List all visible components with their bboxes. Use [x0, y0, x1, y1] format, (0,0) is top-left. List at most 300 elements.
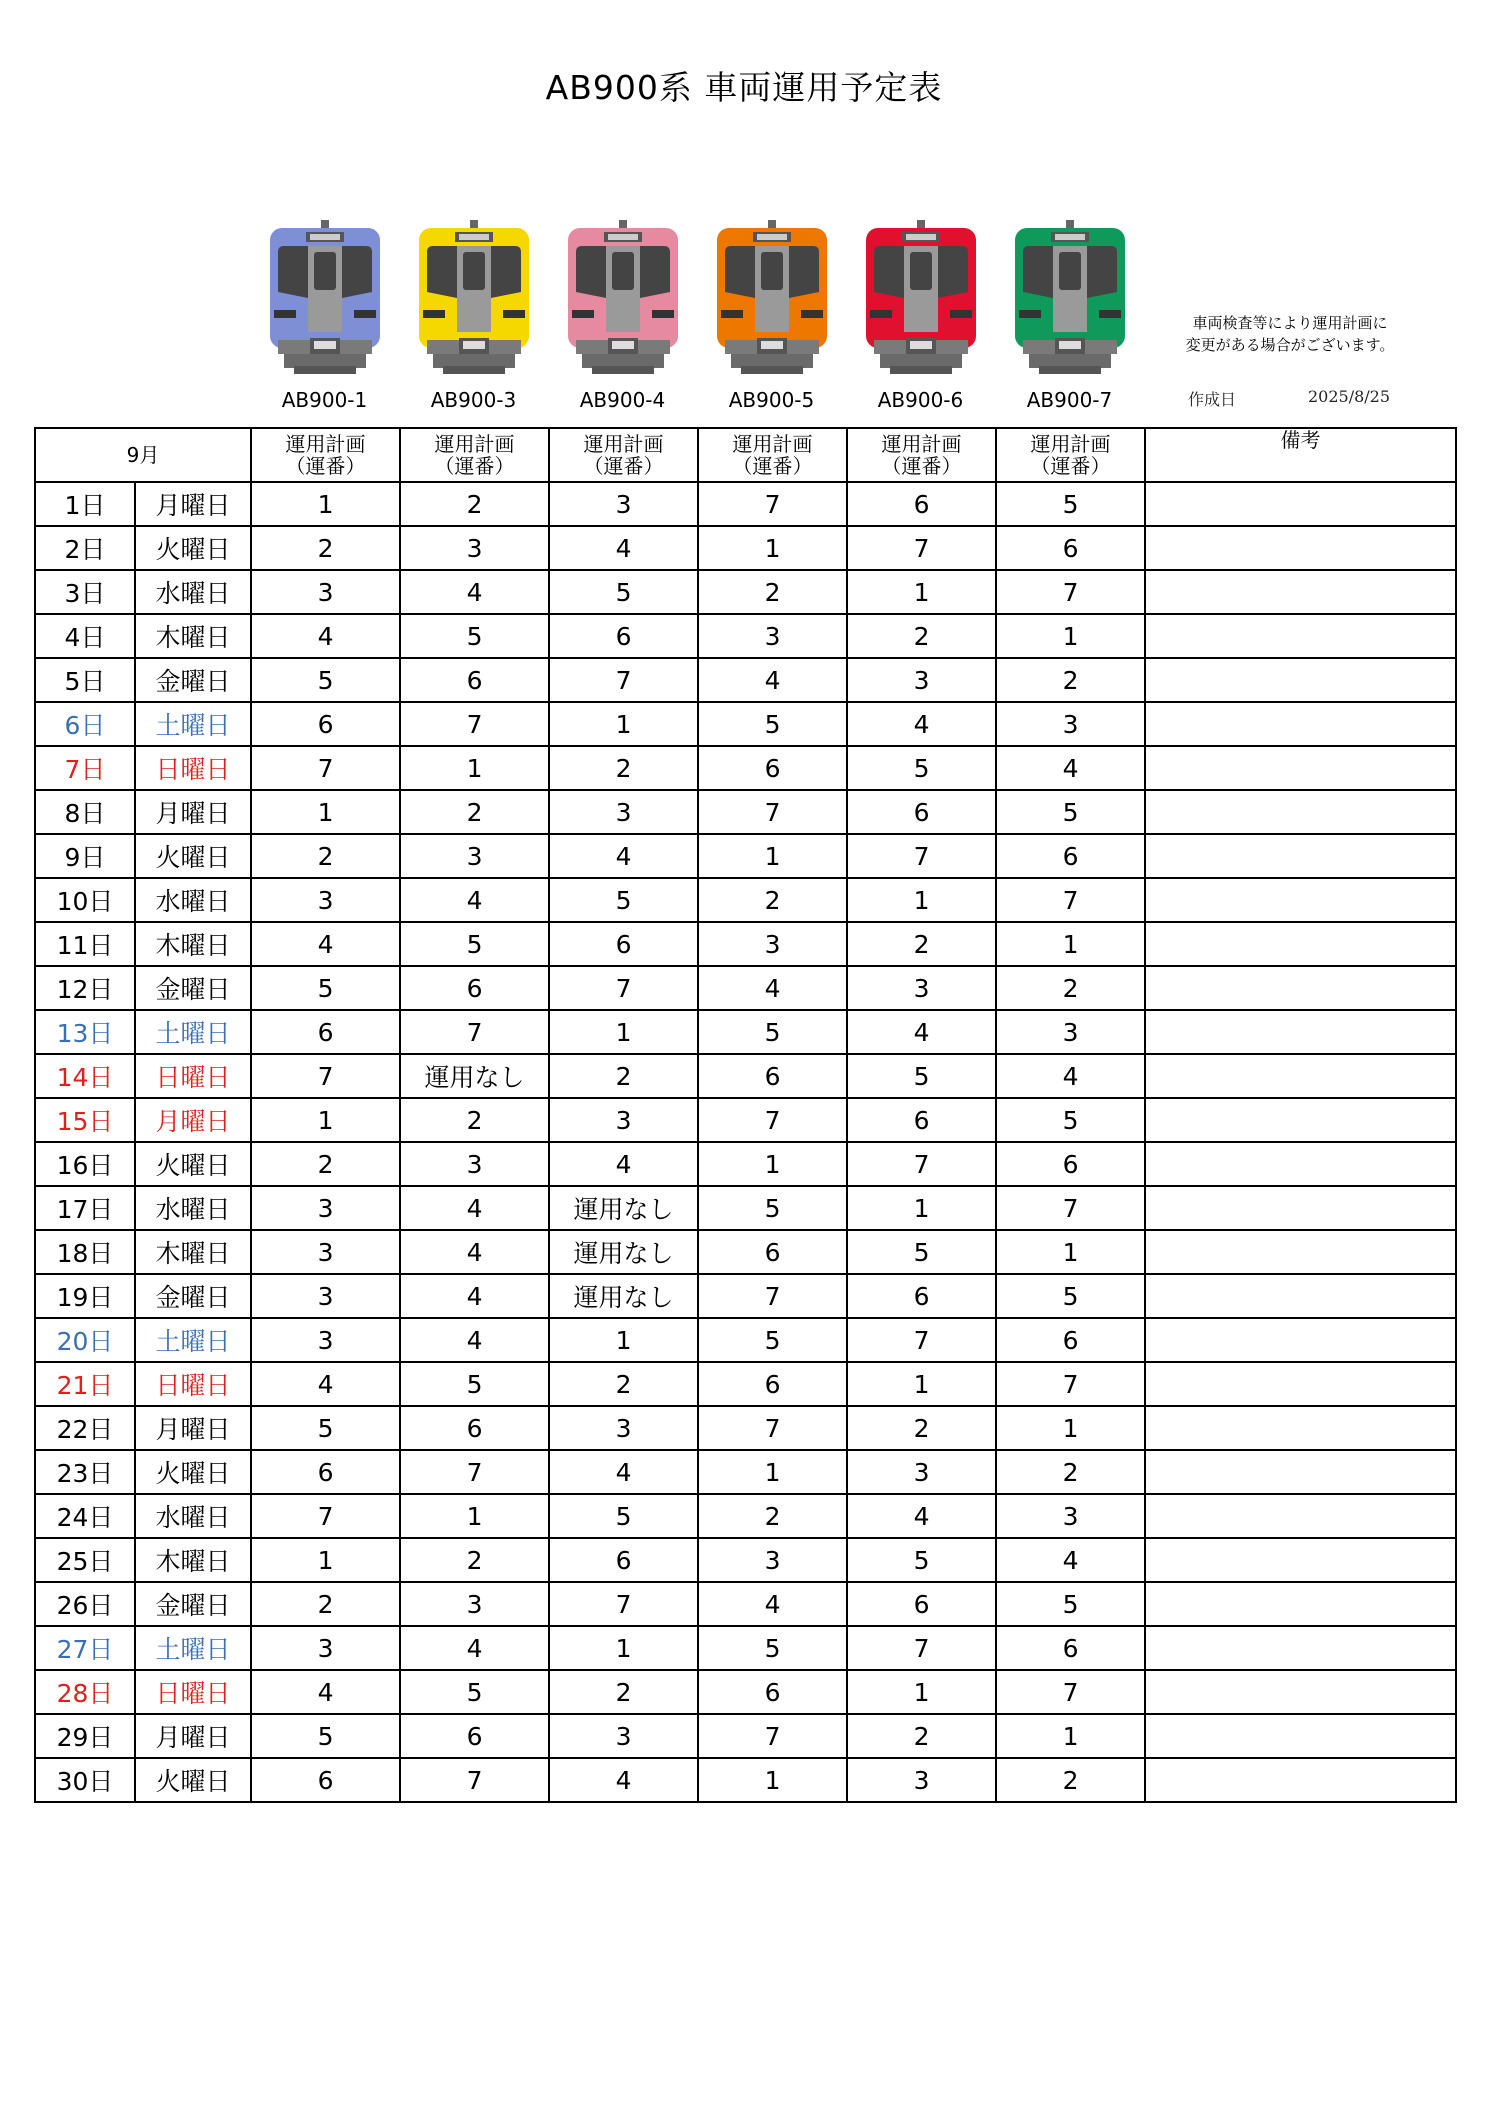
assignment-cell: 6 [549, 614, 698, 658]
table-row [35, 1318, 1456, 1362]
table-row [35, 1714, 1456, 1758]
weekday-cell: 金曜日 [135, 966, 251, 1010]
assignment-cell: 3 [549, 482, 698, 526]
assignment-cell: 3 [251, 878, 400, 922]
remarks-cell [1145, 834, 1456, 878]
assignment-cell: 2 [847, 1406, 996, 1450]
table-row [35, 1010, 1456, 1054]
vehicle-column-header [400, 428, 549, 482]
table-row [35, 790, 1456, 834]
column-header-line: （運番） [583, 454, 664, 478]
assignment-cell: 1 [549, 1318, 698, 1362]
day-cell: 7日 [35, 746, 135, 790]
assignment-cell: 4 [996, 1054, 1145, 1098]
assignment-cell: 2 [251, 526, 400, 570]
assignment-cell: 3 [549, 790, 698, 834]
day-cell: 11日 [35, 922, 135, 966]
assignment-cell: 7 [698, 482, 847, 526]
table-row [35, 1362, 1456, 1406]
weekday-cell: 水曜日 [135, 570, 251, 614]
assignment-cell: 4 [549, 834, 698, 878]
assignment-cell: 3 [400, 834, 549, 878]
assignment-cell: 6 [996, 1318, 1145, 1362]
assignment-cell: 3 [847, 966, 996, 1010]
assignment-cell: 5 [251, 1714, 400, 1758]
weekday-cell: 日曜日 [135, 1670, 251, 1714]
assignment-cell: 4 [400, 570, 549, 614]
assignment-cell: 3 [251, 1626, 400, 1670]
assignment-cell: 2 [549, 1054, 698, 1098]
schedule-change-notice [1150, 312, 1430, 356]
weekday-cell: 火曜日 [135, 1142, 251, 1186]
assignment-cell: 4 [996, 746, 1145, 790]
remarks-cell [1145, 1010, 1456, 1054]
assignment-cell: 4 [251, 1362, 400, 1406]
assignment-cell: 7 [698, 790, 847, 834]
assignment-cell: 5 [996, 1098, 1145, 1142]
assignment-cell: 1 [400, 746, 549, 790]
assignment-cell: 4 [847, 1494, 996, 1538]
assignment-cell: 5 [698, 1626, 847, 1670]
remarks-cell [1145, 790, 1456, 834]
assignment-cell: 1 [698, 834, 847, 878]
assignment-cell: 2 [996, 1758, 1145, 1802]
assignment-cell: 4 [400, 1186, 549, 1230]
table-row [35, 1494, 1456, 1538]
assignment-cell: 7 [847, 1626, 996, 1670]
assignment-cell: 6 [698, 746, 847, 790]
table-row [35, 1054, 1456, 1098]
table-row [35, 1450, 1456, 1494]
assignment-cell: 5 [996, 790, 1145, 834]
assignment-cell: 1 [996, 1230, 1145, 1274]
day-cell: 22日 [35, 1406, 135, 1450]
assignment-cell: 2 [251, 1582, 400, 1626]
assignment-cell: 1 [996, 614, 1145, 658]
assignment-cell: 5 [698, 1318, 847, 1362]
assignment-cell: 6 [251, 1450, 400, 1494]
assignment-cell: 1 [251, 1098, 400, 1142]
assignment-cell: 5 [996, 1582, 1145, 1626]
assignment-cell: 7 [996, 570, 1145, 614]
assignment-cell: 7 [251, 1494, 400, 1538]
train-front-icon [264, 220, 386, 375]
assignment-cell: 3 [549, 1098, 698, 1142]
notice-line: 変更がある場合がございます。 [1185, 336, 1395, 354]
assignment-cell: 7 [549, 658, 698, 702]
weekday-cell: 土曜日 [135, 702, 251, 746]
assignment-cell: 運用なし [549, 1186, 698, 1230]
assignment-cell: 4 [996, 1538, 1145, 1582]
table-row [35, 878, 1456, 922]
assignment-cell: 5 [251, 658, 400, 702]
weekday-cell: 火曜日 [135, 1450, 251, 1494]
remarks-cell [1145, 1406, 1456, 1450]
remarks-cell [1145, 1582, 1456, 1626]
page-title: AB900系 車両運用予定表 [545, 68, 943, 107]
column-header-line: （運番） [285, 454, 366, 478]
weekday-cell: 日曜日 [135, 1054, 251, 1098]
assignment-cell: 3 [996, 702, 1145, 746]
assignment-cell: 1 [996, 1406, 1145, 1450]
assignment-cell: 2 [251, 834, 400, 878]
remarks-cell [1145, 1186, 1456, 1230]
remarks-cell [1145, 922, 1456, 966]
assignment-cell: 2 [400, 790, 549, 834]
day-cell: 9日 [35, 834, 135, 878]
weekday-cell: 木曜日 [135, 614, 251, 658]
vehicle-column-header [698, 428, 847, 482]
assignment-cell: 4 [549, 1450, 698, 1494]
remarks-cell [1145, 1054, 1456, 1098]
assignment-cell: 7 [251, 1054, 400, 1098]
assignment-cell: 5 [996, 482, 1145, 526]
day-cell: 2日 [35, 526, 135, 570]
assignment-cell: 7 [400, 1758, 549, 1802]
assignment-cell: 7 [549, 1582, 698, 1626]
assignment-cell: 5 [549, 1494, 698, 1538]
weekday-cell: 月曜日 [135, 1714, 251, 1758]
assignment-cell: 3 [400, 526, 549, 570]
remarks-cell [1145, 1714, 1456, 1758]
train-model-label: AB900-5 [728, 388, 815, 412]
day-cell: 20日 [35, 1318, 135, 1362]
weekday-cell: 土曜日 [135, 1318, 251, 1362]
assignment-cell: 1 [847, 1670, 996, 1714]
created-date-label: 作成日 [1188, 390, 1237, 409]
assignment-cell: 運用なし [549, 1230, 698, 1274]
assignment-cell: 4 [400, 1230, 549, 1274]
day-cell: 27日 [35, 1626, 135, 1670]
weekday-cell: 日曜日 [135, 1362, 251, 1406]
assignment-cell: 2 [251, 1142, 400, 1186]
assignment-cell: 1 [996, 1714, 1145, 1758]
weekday-cell: 金曜日 [135, 658, 251, 702]
weekday-cell: 水曜日 [135, 1494, 251, 1538]
train-front-icon [562, 220, 684, 375]
day-cell: 6日 [35, 702, 135, 746]
assignment-cell: 3 [400, 1582, 549, 1626]
day-cell: 8日 [35, 790, 135, 834]
train-model-label: AB900-4 [579, 388, 666, 412]
assignment-cell: 6 [996, 1142, 1145, 1186]
day-cell: 19日 [35, 1274, 135, 1318]
assignment-cell: 7 [698, 1406, 847, 1450]
day-cell: 24日 [35, 1494, 135, 1538]
assignment-cell: 5 [549, 878, 698, 922]
column-header-line: 運用計画 [285, 432, 366, 456]
assignment-cell: 3 [251, 1230, 400, 1274]
assignment-cell: 2 [400, 1538, 549, 1582]
assignment-cell: 2 [847, 922, 996, 966]
assignment-cell: 6 [549, 922, 698, 966]
assignment-cell: 4 [251, 1670, 400, 1714]
column-header-line: （運番） [1030, 454, 1111, 478]
assignment-cell: 1 [400, 1494, 549, 1538]
assignment-cell: 2 [996, 1450, 1145, 1494]
assignment-cell: 運用なし [549, 1274, 698, 1318]
assignment-cell: 4 [847, 1010, 996, 1054]
day-cell: 23日 [35, 1450, 135, 1494]
weekday-cell: 月曜日 [135, 790, 251, 834]
assignment-cell: 2 [698, 570, 847, 614]
month-header: 9月 [35, 428, 251, 482]
assignment-cell: 5 [847, 1230, 996, 1274]
assignment-cell: 7 [251, 746, 400, 790]
remarks-cell [1145, 702, 1456, 746]
assignment-cell: 2 [549, 746, 698, 790]
table-row [35, 614, 1456, 658]
assignment-cell: 6 [996, 834, 1145, 878]
assignment-cell: 1 [549, 702, 698, 746]
table-row [35, 1406, 1456, 1450]
assignment-cell: 4 [400, 1318, 549, 1362]
assignment-cell: 1 [698, 526, 847, 570]
table-row [35, 1098, 1456, 1142]
remarks-header: 備考 [1145, 428, 1456, 482]
day-cell: 29日 [35, 1714, 135, 1758]
table-row [35, 834, 1456, 878]
assignment-cell: 7 [698, 1098, 847, 1142]
assignment-cell: 4 [847, 702, 996, 746]
remarks-cell [1145, 1098, 1456, 1142]
day-cell: 1日 [35, 482, 135, 526]
remarks-cell [1145, 1670, 1456, 1714]
assignment-cell: 4 [549, 1142, 698, 1186]
table-body [35, 482, 1456, 1802]
table-row [35, 570, 1456, 614]
weekday-cell: 木曜日 [135, 1230, 251, 1274]
weekday-cell: 月曜日 [135, 1098, 251, 1142]
remarks-cell [1145, 1274, 1456, 1318]
assignment-cell: 5 [251, 1406, 400, 1450]
train-front-icon [413, 220, 535, 375]
assignment-cell: 2 [698, 878, 847, 922]
table-row [35, 1538, 1456, 1582]
assignment-cell: 4 [698, 966, 847, 1010]
schedule-table [34, 427, 1457, 1803]
vehicle-column-header [847, 428, 996, 482]
assignment-cell: 1 [698, 1142, 847, 1186]
assignment-cell: 7 [847, 834, 996, 878]
train-model-label: AB900-1 [281, 388, 368, 412]
assignment-cell: 1 [698, 1758, 847, 1802]
column-header-line: （運番） [434, 454, 515, 478]
remarks-cell [1145, 570, 1456, 614]
assignment-cell: 7 [847, 526, 996, 570]
remarks-cell [1145, 658, 1456, 702]
assignment-cell: 3 [847, 1450, 996, 1494]
assignment-cell: 6 [251, 1010, 400, 1054]
remarks-cell [1145, 482, 1456, 526]
weekday-cell: 月曜日 [135, 1406, 251, 1450]
assignment-cell: 7 [996, 1362, 1145, 1406]
assignment-cell: 5 [400, 1362, 549, 1406]
table-row [35, 746, 1456, 790]
weekday-cell: 火曜日 [135, 834, 251, 878]
day-cell: 13日 [35, 1010, 135, 1054]
assignment-cell: 5 [847, 746, 996, 790]
assignment-cell: 6 [847, 1274, 996, 1318]
assignment-cell: 5 [698, 1010, 847, 1054]
day-cell: 12日 [35, 966, 135, 1010]
assignment-cell: 7 [847, 1318, 996, 1362]
assignment-cell: 6 [400, 1406, 549, 1450]
column-header-line: （運番） [732, 454, 813, 478]
weekday-cell: 金曜日 [135, 1274, 251, 1318]
day-cell: 17日 [35, 1186, 135, 1230]
weekday-cell: 日曜日 [135, 746, 251, 790]
assignment-cell: 5 [698, 702, 847, 746]
assignment-cell: 2 [847, 1714, 996, 1758]
assignment-cell: 3 [400, 1142, 549, 1186]
assignment-cell: 3 [698, 922, 847, 966]
assignment-cell: 6 [996, 1626, 1145, 1670]
table-row [35, 1670, 1456, 1714]
assignment-cell: 5 [400, 1670, 549, 1714]
assignment-cell: 2 [847, 614, 996, 658]
assignment-cell: 1 [251, 482, 400, 526]
assignment-cell: 6 [400, 966, 549, 1010]
assignment-cell: 7 [996, 1186, 1145, 1230]
weekday-cell: 月曜日 [135, 482, 251, 526]
assignment-cell: 4 [400, 1274, 549, 1318]
remarks-cell [1145, 1538, 1456, 1582]
vehicle-column-header [251, 428, 400, 482]
column-header-line: 運用計画 [434, 432, 515, 456]
table-row [35, 1582, 1456, 1626]
day-cell: 10日 [35, 878, 135, 922]
assignment-cell: 6 [847, 482, 996, 526]
assignment-cell: 1 [847, 1362, 996, 1406]
table-row [35, 482, 1456, 526]
assignment-cell: 5 [698, 1186, 847, 1230]
weekday-cell: 土曜日 [135, 1626, 251, 1670]
assignment-cell: 5 [549, 570, 698, 614]
notice-line: 車両検査等により運用計画に [1192, 314, 1388, 332]
day-cell: 16日 [35, 1142, 135, 1186]
remarks-cell [1145, 878, 1456, 922]
assignment-cell: 6 [549, 1538, 698, 1582]
assignment-cell: 6 [847, 790, 996, 834]
day-cell: 15日 [35, 1098, 135, 1142]
assignment-cell: 2 [549, 1670, 698, 1714]
table-row [35, 658, 1456, 702]
assignment-cell: 7 [400, 1450, 549, 1494]
weekday-cell: 水曜日 [135, 878, 251, 922]
day-cell: 28日 [35, 1670, 135, 1714]
assignment-cell: 1 [996, 922, 1145, 966]
assignment-cell: 6 [996, 526, 1145, 570]
assignment-cell: 7 [847, 1142, 996, 1186]
assignment-cell: 3 [549, 1406, 698, 1450]
train-model-label: AB900-3 [430, 388, 517, 412]
train-model-label: AB900-7 [1026, 388, 1113, 412]
train-model-label: AB900-6 [877, 388, 964, 412]
assignment-cell: 6 [698, 1054, 847, 1098]
day-cell: 25日 [35, 1538, 135, 1582]
remarks-cell [1145, 746, 1456, 790]
assignment-cell: 6 [698, 1230, 847, 1274]
assignment-cell: 6 [698, 1362, 847, 1406]
assignment-cell: 7 [698, 1274, 847, 1318]
weekday-cell: 金曜日 [135, 1582, 251, 1626]
assignment-cell: 1 [847, 570, 996, 614]
column-header-line: 運用計画 [1030, 432, 1111, 456]
table-row [35, 702, 1456, 746]
table-row [35, 1186, 1456, 1230]
column-header-line: 運用計画 [583, 432, 664, 456]
assignment-cell: 6 [251, 702, 400, 746]
assignment-cell: 6 [251, 1758, 400, 1802]
assignment-cell: 4 [698, 658, 847, 702]
assignment-cell: 7 [400, 1010, 549, 1054]
table-row [35, 966, 1456, 1010]
weekday-cell: 火曜日 [135, 526, 251, 570]
assignment-cell: 5 [251, 966, 400, 1010]
table-row [35, 1230, 1456, 1274]
assignment-cell: 2 [996, 658, 1145, 702]
table-row [35, 1142, 1456, 1186]
assignment-cell: 2 [400, 482, 549, 526]
created-date-value: 2025/8/25 [1308, 387, 1391, 406]
remarks-cell [1145, 526, 1456, 570]
remarks-cell [1145, 1626, 1456, 1670]
weekday-cell: 木曜日 [135, 922, 251, 966]
assignment-cell: 4 [400, 878, 549, 922]
day-cell: 21日 [35, 1362, 135, 1406]
weekday-cell: 水曜日 [135, 1186, 251, 1230]
table-header-row [35, 428, 1456, 482]
column-header-line: 運用計画 [732, 432, 813, 456]
train-front-icon [711, 220, 833, 375]
assignment-cell: 4 [400, 1626, 549, 1670]
assignment-cell: 1 [847, 878, 996, 922]
assignment-cell: 4 [698, 1582, 847, 1626]
day-cell: 26日 [35, 1582, 135, 1626]
assignment-cell: 7 [996, 1670, 1145, 1714]
assignment-cell: 2 [698, 1494, 847, 1538]
day-cell: 4日 [35, 614, 135, 658]
remarks-cell [1145, 1362, 1456, 1406]
assignment-cell: 4 [251, 614, 400, 658]
train-front-icon [1009, 220, 1131, 375]
assignment-cell: 3 [251, 570, 400, 614]
assignment-cell: 5 [400, 614, 549, 658]
day-cell: 3日 [35, 570, 135, 614]
day-cell: 18日 [35, 1230, 135, 1274]
assignment-cell: 3 [251, 1318, 400, 1362]
day-cell: 14日 [35, 1054, 135, 1098]
remarks-cell [1145, 614, 1456, 658]
remarks-cell [1145, 1142, 1456, 1186]
remarks-cell [1145, 966, 1456, 1010]
remarks-cell [1145, 1494, 1456, 1538]
table-row [35, 526, 1456, 570]
assignment-cell: 4 [549, 1758, 698, 1802]
day-cell: 30日 [35, 1758, 135, 1802]
assignment-cell: 1 [251, 1538, 400, 1582]
assignment-cell: 5 [400, 922, 549, 966]
assignment-cell: 5 [847, 1538, 996, 1582]
assignment-cell: 3 [996, 1494, 1145, 1538]
assignment-cell: 6 [847, 1582, 996, 1626]
remarks-cell [1145, 1318, 1456, 1362]
assignment-cell: 4 [549, 526, 698, 570]
assignment-cell: 1 [251, 790, 400, 834]
column-header-line: 運用計画 [881, 432, 962, 456]
table-row [35, 1626, 1456, 1670]
